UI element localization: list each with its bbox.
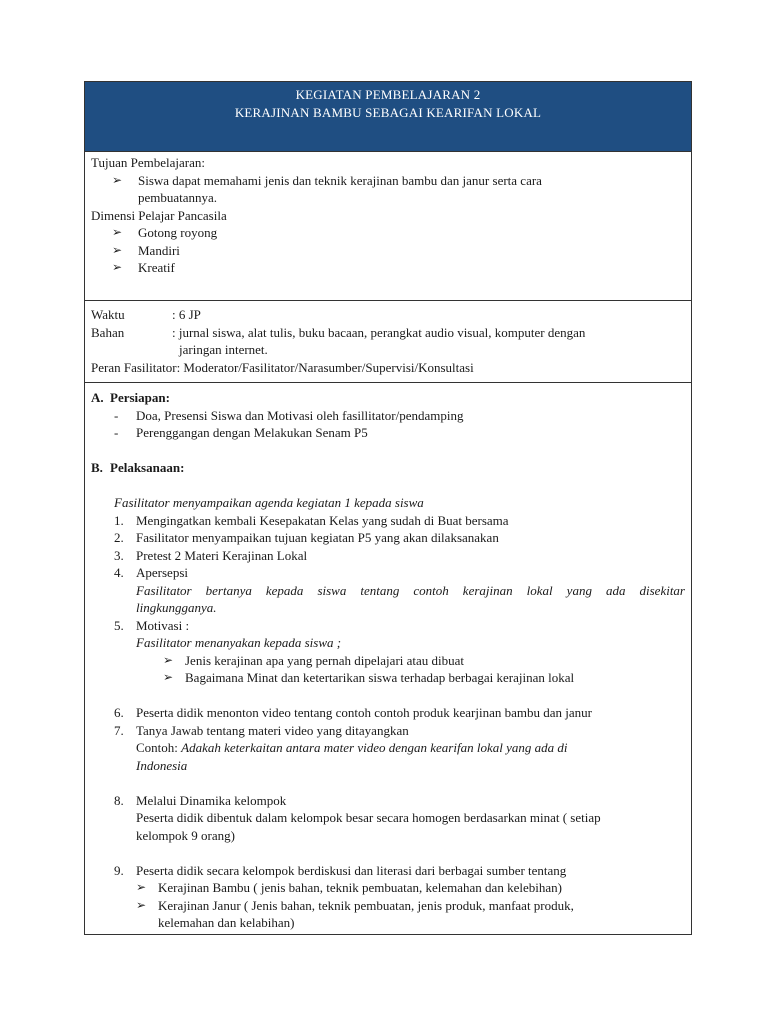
step-text: Fasilitator menyampaikan tujuan kegiatan P5 yang akan dilaksanakan <box>136 530 499 545</box>
preparation-heading <box>91 389 685 407</box>
dimension-item <box>91 224 685 242</box>
arrow-bullet-icon: ➢ <box>136 897 147 912</box>
materials-row <box>91 324 685 342</box>
step-number: 6. <box>114 705 124 720</box>
objective-text-2: pembuatannya. <box>138 190 218 205</box>
step-text: Motivasi : <box>136 617 190 633</box>
arrow-bullet-icon: ➢ <box>163 652 174 667</box>
step-item <box>91 722 685 740</box>
sub-item-text-cont: kelemahan dan kelabihan) <box>158 915 295 930</box>
sub-item-text: Jenis kerajinan apa yang pernah dipelajari atau dibuat <box>185 652 465 668</box>
dimension-label: Dimensi Pelajar Pancasila <box>91 207 227 223</box>
step-number: 8. <box>114 792 124 808</box>
step-text: Mengingatkan kembali Kesepakatan Kelas yang sudah di Buat bersama <box>136 512 509 528</box>
list-text: Doa, Presensi Siswa dan Motivasi oleh fasillitator/pendamping <box>136 407 464 423</box>
step-item <box>91 512 685 530</box>
step-item <box>91 564 685 582</box>
time-row <box>91 306 685 324</box>
arrow-bullet-icon: ➢ <box>112 172 123 187</box>
step-number: 9. <box>114 862 124 878</box>
info-section <box>84 301 692 383</box>
section-letter: B. <box>91 460 103 475</box>
step-item <box>91 529 685 547</box>
step-detail: kelompok 9 orang) <box>136 827 235 843</box>
lesson-topic-title: KERAJINAN BAMBU SEBAGAI KEARIFAN LOKAL <box>234 105 542 120</box>
sub-item <box>91 652 685 670</box>
step-number: 7. <box>114 722 124 738</box>
dimension-item <box>91 242 685 260</box>
dimension-item <box>91 259 685 277</box>
dimension-text: Gotong royong <box>138 225 218 240</box>
sub-item <box>91 669 685 687</box>
list-item <box>91 407 685 425</box>
sub-item <box>91 879 685 897</box>
sub-item-text: Bagaimana Minat dan ketertarikan siswa terhadap berbagai kerajinan lokal <box>185 670 575 685</box>
objective-text-1: Siswa dapat memahami jenis dan teknik kerajinan bambu dan janur serta cara <box>138 172 542 188</box>
arrow-bullet-icon: ➢ <box>163 670 174 684</box>
step-text: Tanya Jawab tentang materi video yang ditayangkan <box>136 722 409 738</box>
time-value: : 6 JP <box>172 307 201 322</box>
step-item <box>91 547 685 565</box>
step-number: 4. <box>114 565 124 580</box>
step-text: Apersepsi <box>136 565 188 580</box>
section-title: Persiapan: <box>110 390 170 405</box>
materials-label: Bahan <box>91 324 125 340</box>
step-note: Fasilitator bertanya kepada siswa tentang contoh kerajinan lokal yang ada disekitar <box>136 582 685 598</box>
objective-item <box>91 172 685 190</box>
objectives-section <box>84 152 692 301</box>
implementation-heading <box>91 459 685 477</box>
example-text-cont: Indonesia <box>136 757 188 773</box>
lesson-number-title: KEGIATAN PEMBELAJARAN 2 <box>295 87 481 102</box>
example-text: Adakah keterkaitan antara mater video dengan kearifan lokal yang ada di <box>181 740 568 755</box>
list-text: Perenggangan dengan Melakukan Senam P5 <box>136 425 368 440</box>
step-number: 3. <box>114 547 124 563</box>
section-letter: A. <box>91 390 104 405</box>
step-item <box>91 704 685 722</box>
activities-section <box>84 383 692 935</box>
lesson-document <box>84 81 692 935</box>
step-item <box>91 792 685 810</box>
arrow-bullet-icon: ➢ <box>136 880 147 894</box>
step-number: 5. <box>114 617 124 633</box>
materials-value: : jurnal siswa, alat tulis, buku bacaan, perangkat audio visual, komputer dengan <box>172 324 586 340</box>
step-detail: Peserta didik dibentuk dalam kelompok besar secara homogen berdasarkan minat ( setiap <box>136 810 601 825</box>
arrow-bullet-icon: ➢ <box>112 242 123 257</box>
step-number: 2. <box>114 530 124 545</box>
example-line <box>91 739 685 757</box>
dimension-text: Mandiri <box>138 242 180 258</box>
dimension-text: Kreatif <box>138 260 175 275</box>
section-title: Pelaksanaan: <box>110 460 185 475</box>
facilitator-role: Peran Fasilitator: Moderator/Fasilitator/Narasumber/Supervisi/Konsultasi <box>91 359 474 375</box>
arrow-bullet-icon: ➢ <box>112 260 123 274</box>
step-note: lingkungganya. <box>136 600 217 615</box>
list-item <box>91 424 685 442</box>
lesson-header <box>84 81 692 152</box>
step-text: Pretest 2 Materi Kerajinan Lokal <box>136 547 308 563</box>
dash-bullet: - <box>114 425 119 440</box>
step-text: Peserta didik secara kelompok berdiskusi dan literasi dari berbagai sumber tentang <box>136 862 567 878</box>
sub-item <box>91 897 685 915</box>
step-number: 1. <box>114 512 124 528</box>
step-note: Fasilitator menanyakan kepada siswa ; <box>136 635 342 650</box>
materials-value-cont: jaringan internet. <box>179 342 268 357</box>
step-item <box>91 862 685 880</box>
time-label: Waktu <box>91 307 125 322</box>
sub-item-text: Kerajinan Janur ( Jenis bahan, teknik pembuatan, jenis produk, manfaat produk, <box>158 897 574 913</box>
example-label: Contoh: <box>136 740 182 755</box>
agenda-intro: Fasilitator menyampaikan agenda kegiatan 1 kepada siswa <box>114 495 424 510</box>
objectives-label: Tujuan Pembelajaran: <box>91 155 205 170</box>
step-item <box>91 617 685 635</box>
step-text: Peserta didik menonton video tentang contoh contoh produk kearjinan bambu dan janur <box>136 705 592 720</box>
step-text: Melalui Dinamika kelompok <box>136 792 287 808</box>
sub-item-text: Kerajinan Bambu ( jenis bahan, teknik pembuatan, kelemahan dan kelebihan) <box>158 880 562 895</box>
arrow-bullet-icon: ➢ <box>112 225 123 239</box>
dash-bullet: - <box>114 407 119 423</box>
